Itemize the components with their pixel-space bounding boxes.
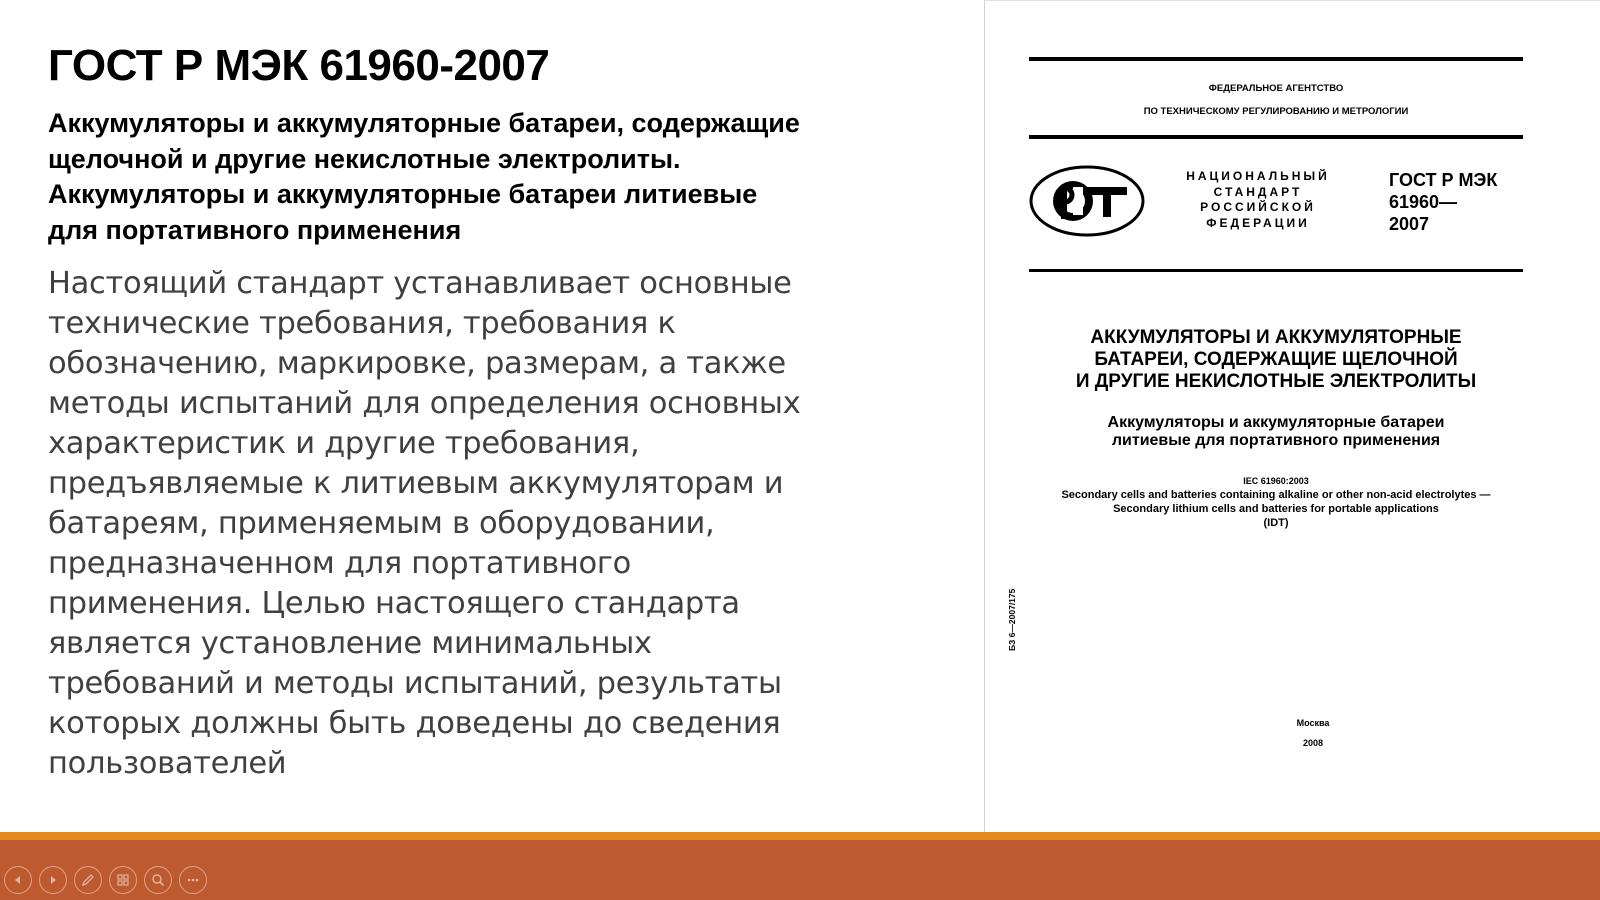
sub-title-line-2: литиевые для портативного применения — [1111, 432, 1441, 449]
cover-third-rule — [1029, 269, 1523, 272]
iec-ref: IEC 61960:2003 — [1243, 476, 1309, 486]
cover-top-rule — [1029, 57, 1523, 61]
main-title-line-3: И ДРУГИЕ НЕКИСЛОТНЫЕ ЭЛЕКТРОЛИТЫ — [1075, 371, 1477, 392]
std-number-line-2: 61960— — [1389, 192, 1458, 212]
cover-iec-reference — [1019, 474, 1533, 530]
previous-slide-icon — [10, 872, 26, 888]
national-line-4: ФЕДЕРАЦИИ — [1206, 215, 1310, 230]
more-options-icon — [185, 872, 201, 888]
slide-text-column — [48, 38, 808, 784]
cover-agency-line1: ФЕДЕРАЛЬНОЕ АГЕНТСТВО — [1208, 83, 1344, 94]
next-slide-icon — [45, 872, 61, 888]
std-number-line-1: ГОСТ Р МЭК — [1389, 170, 1498, 190]
iec-idt: (IDT) — [1263, 517, 1289, 529]
cover-sub-title — [1029, 414, 1523, 450]
pen-button[interactable] — [74, 866, 102, 894]
accent-line — [0, 832, 1600, 840]
slide-body-text: Настоящий стандарт устанавливает основные технические требования, требования к обозначению, маркировке, размерам, а также методы испытаний для определения основных характеристик и другие требования, предъявляемые к литиевым аккумуляторам и батареям, применяемым в оборудовании, предназначенном для портативного применения. Целью настоящего стандарта является установление минимальных требований и методы испытаний, результаты которых должны быть доведены до сведения пользователей — [48, 266, 801, 781]
see-all-slides-icon — [115, 872, 131, 888]
national-line-1: НАЦИОНАЛЬНЫЙ — [1186, 169, 1330, 183]
cover-main-title — [1029, 327, 1523, 393]
next-slide-button[interactable] — [39, 866, 67, 894]
zoom-icon — [150, 872, 166, 888]
previous-slide-button[interactable] — [4, 866, 32, 894]
main-title-line-1: АККУМУЛЯТОРЫ И АККУМУЛЯТОРНЫЕ — [1090, 327, 1462, 348]
bottom-band — [0, 840, 1600, 900]
cover-city: Москва — [1296, 718, 1330, 728]
sub-title-line-1: Аккумуляторы и аккумуляторные батареи — [1107, 414, 1445, 431]
document-cover-image — [984, 0, 1600, 833]
cover-second-rule — [1029, 135, 1523, 139]
cover-side-code: БЗ 6—2007/175 — [1007, 588, 1017, 651]
main-title-line-2: БАТАРЕИ, СОДЕРЖАЩИЕ ЩЕЛОЧНОЙ — [1094, 349, 1458, 370]
iec-title-line-1: Secondary cells and batteries containing alkaline or other non-acid electrolytes — — [1061, 489, 1491, 501]
iec-title-line-2: Secondary lithium cells and batteries for portable applications — [1113, 503, 1439, 515]
cover-standard-number — [1389, 169, 1529, 235]
std-number-line-3: 2007 — [1389, 214, 1430, 234]
slide-subtitle: Аккумуляторы и аккумуляторные батареи, содержащие щелочной и другие некислотные электролиты. Аккумуляторы и аккумуляторные батареи литиевые для портативного применения — [48, 108, 800, 245]
see-all-slides-button[interactable] — [109, 866, 137, 894]
national-line-2: СТАНДАРТ — [1213, 184, 1303, 199]
cover-agency-line2: ПО ТЕХНИЧЕСКОМУ РЕГУЛИРОВАНИЮ И МЕТРОЛОГИИ — [1143, 106, 1409, 117]
slideshow-controls — [4, 866, 207, 896]
cover-year: 2008 — [1302, 738, 1324, 748]
slide-title: ГОСТ Р МЭК 61960-2007 — [48, 41, 550, 90]
pen-icon — [80, 872, 96, 888]
cover-national-standard — [1173, 169, 1343, 231]
national-line-3: РОССИЙСКОЙ — [1200, 200, 1316, 214]
zoom-button[interactable] — [144, 866, 172, 894]
rst-logo-icon — [1029, 165, 1145, 237]
more-options-button[interactable] — [179, 866, 207, 894]
